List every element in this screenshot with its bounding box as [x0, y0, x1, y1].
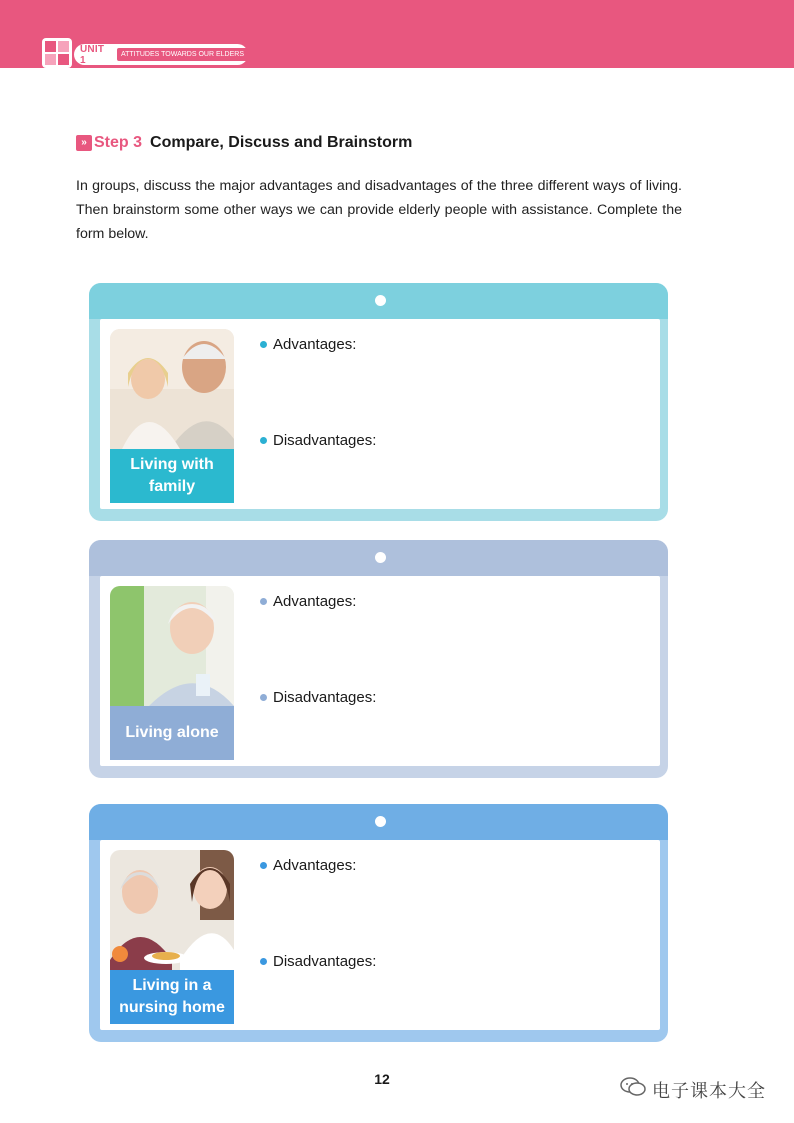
- unit-logo-icon: [42, 38, 72, 68]
- card-top-bar: [89, 540, 668, 576]
- bullet-icon: [260, 437, 267, 444]
- watermark-account-name: 电子课本大全: [652, 1080, 766, 1101]
- caption-box: [110, 970, 234, 1024]
- card-body: [100, 576, 660, 766]
- advantages-label: Advantages:: [273, 336, 357, 353]
- card-dot: [375, 295, 386, 306]
- disadvantages-field[interactable]: [260, 689, 376, 706]
- card-caption: Living in a nursing home: [119, 977, 225, 1016]
- card-caption: Living with family: [130, 456, 214, 495]
- advantages-field[interactable]: [260, 336, 356, 353]
- card-dot: [375, 816, 386, 827]
- bullet-icon: [260, 694, 267, 701]
- caption-box: [110, 706, 234, 760]
- page-number: 12: [374, 1071, 390, 1087]
- card-top-bar: [89, 283, 668, 319]
- disadvantages-label: Disadvantages:: [273, 432, 377, 449]
- advantages-field[interactable]: [260, 857, 356, 874]
- unit-label: UNIT 1: [80, 43, 105, 66]
- step-arrow-icon: »: [76, 135, 92, 151]
- card-living-in-nursing-home: [89, 804, 668, 1042]
- bullet-icon: [260, 862, 267, 869]
- card-living-with-family: [89, 283, 668, 521]
- bullet-icon: [260, 958, 267, 965]
- advantages-label: Advantages:: [273, 857, 357, 874]
- card-top-bar: [89, 804, 668, 840]
- card-caption: Living alone: [125, 724, 219, 741]
- unit-badge: [74, 44, 248, 65]
- wechat-icon: [620, 1076, 646, 1103]
- step-title: Compare, Discuss and Brainstorm: [150, 134, 413, 151]
- disadvantages-field[interactable]: [260, 953, 376, 970]
- disadvantages-label: Disadvantages:: [273, 689, 377, 706]
- wechat-watermark: [620, 1076, 766, 1103]
- card-dot: [375, 552, 386, 563]
- header-band: [0, 0, 794, 68]
- card-body: [100, 840, 660, 1030]
- bullet-icon: [260, 598, 267, 605]
- bullet-icon: [260, 341, 267, 348]
- card-living-alone: [89, 540, 668, 778]
- caption-box: [110, 449, 234, 503]
- advantages-field[interactable]: [260, 593, 356, 610]
- photo-nursing-home: [110, 850, 234, 1024]
- photo-family: [110, 329, 234, 503]
- step-number: Step 3: [94, 134, 143, 151]
- instructions: In groups, discuss the major advantages and disadvantages of the three different ways of living. Then brainstorm some other ways we can provide elderly people with assistance. Complete the form below.: [76, 178, 682, 242]
- unit-title: ATTITUDES TOWARDS OUR ELDERS: [117, 48, 248, 61]
- step-heading: [76, 132, 412, 154]
- photo-alone: [110, 586, 234, 760]
- disadvantages-field[interactable]: [260, 432, 376, 449]
- card-body: [100, 319, 660, 509]
- advantages-label: Advantages:: [273, 593, 357, 610]
- disadvantages-label: Disadvantages:: [273, 953, 377, 970]
